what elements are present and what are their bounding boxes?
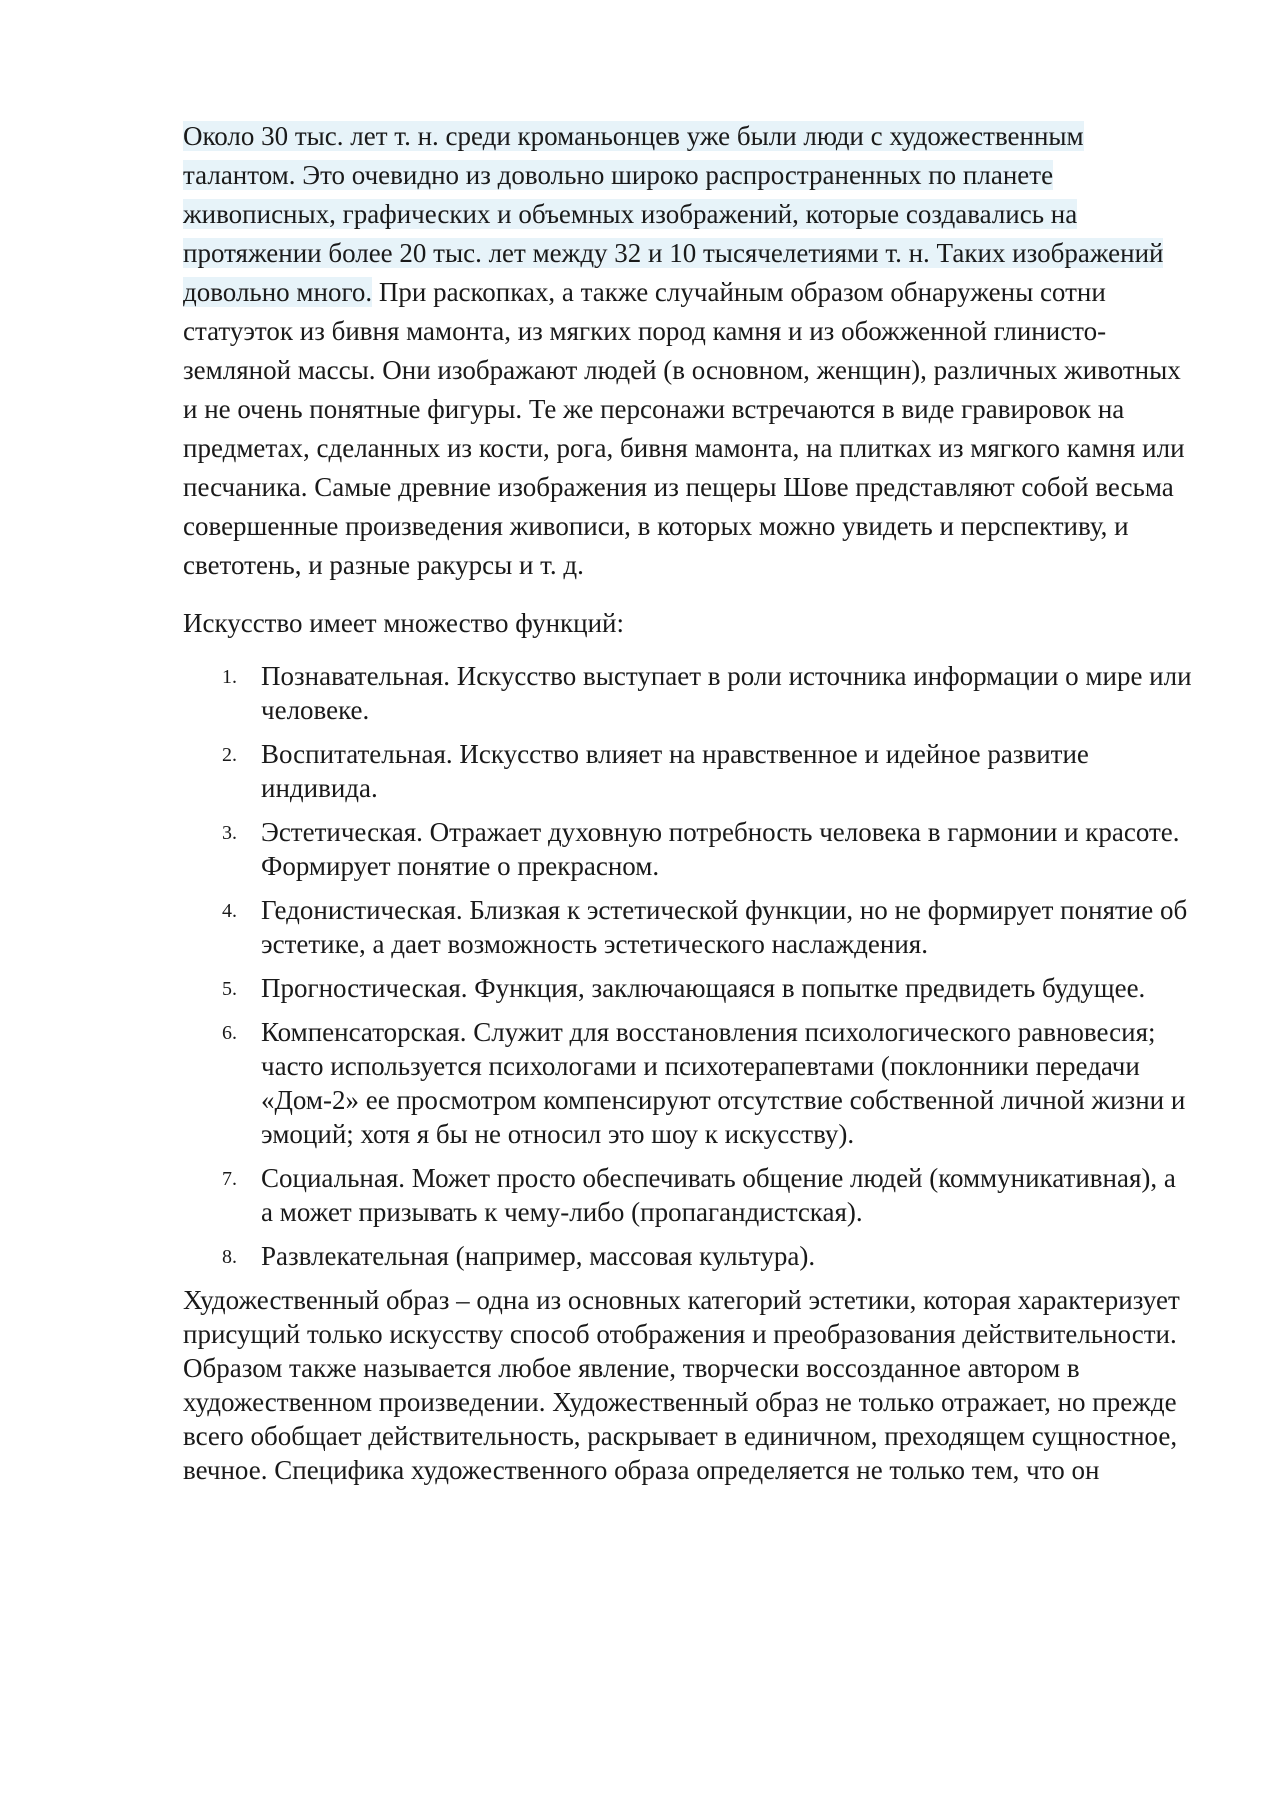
paragraph-text: При раскопках, а также случайным образом обнаружены сотни статуэток из бивня мамонта, из мягких пород камня и из обожженной глинисто-земляной массы. Они изображают людей (в основном, женщин), различных животных и не очень понятные фигуры. Те же персонажи встречаются в виде гравировок на предметах, сделанных из кости, рога, бивня мамонта, на плитках из мягкого камня или песчаника. Самые древние изображения из пещеры Шове представляют собой весьма совершенные произведения живописи, в которых можно увидеть и перспективу, и светотень, и разные ракурсы и т. д. — [183, 277, 1185, 580]
list-item-number: 7. — [222, 1168, 237, 1190]
list-item — [183, 893, 1193, 961]
list-item-text: Эстетическая. Отражает духовную потребность человека в гармонии и красоте. Формирует понятие о прекрасном. — [261, 817, 1180, 881]
list-item — [183, 1239, 1193, 1273]
list-item-text: Воспитательная. Искусство влияет на нравственное и идейное развитие индивида. — [261, 739, 1089, 803]
list-item — [183, 659, 1193, 727]
list-item-text: Развлекательная (например, массовая культура). — [261, 1241, 816, 1271]
list-item-number: 3. — [222, 822, 237, 844]
list-item-text: Компенсаторская. Служит для восстановления психологического равновесия; часто используется психологами и психотерапевтами (поклонники передачи «Дом-2» ее просмотром компенсируют отсутствие собственной личной жизни и эмоций; хотя я бы не относил это шоу к искусству). — [261, 1017, 1186, 1149]
highlighted-text-selection[interactable]: Около 30 тыс. лет т. н. среди кроманьонцев уже были люди с художественным талантом. Это очевидно из довольно широко распространенных по планете живописных, графических и объемных изображений, которые создавались на протяжении более 20 тыс. лет между 32 и 10 тысячелетиями т. н. Таких изображений довольно много. — [183, 121, 1164, 307]
list-item-number: 6. — [222, 1022, 237, 1044]
functions-intro: Искусство имеет множество функций: — [183, 608, 625, 638]
list-item-text: Гедонистическая. Близкая к эстетической функции, но не формирует понятие об эстетике, а дает возможность эстетического наслаждения. — [261, 895, 1188, 959]
list-item-number: 1. — [222, 666, 237, 688]
paragraph-artistic-image: Художественный образ – одна из основных категорий эстетики, которая характеризует присущий только искусству способ отображения и преобразования действительности. Образом также называется любое явление, творчески воссозданное автором в художественном произведении. Художественный образ не только отражает, но прежде всего обобщает действительность, раскрывает в единичном, преходящем сущностное, вечное. Специфика художественного образа определяется не только тем, что он — [183, 1285, 1180, 1485]
paragraph-cro-magnon-art — [183, 117, 1193, 585]
list-item-number: 8. — [222, 1246, 237, 1268]
document-body — [183, 117, 1193, 1487]
list-item — [183, 1161, 1193, 1229]
list-item — [183, 737, 1193, 805]
list-item — [183, 815, 1193, 883]
list-item-text: Познавательная. Искусство выступает в роли источника информации о мире или человеке. — [261, 661, 1192, 725]
list-item-number: 4. — [222, 900, 237, 922]
list-item-number: 5. — [222, 978, 237, 1000]
functions-list — [183, 659, 1193, 1273]
list-item-number: 2. — [222, 744, 237, 766]
list-item-text: Прогностическая. Функция, заключающаяся в попытке предвидеть будущее. — [261, 973, 1146, 1003]
list-item — [183, 971, 1193, 1005]
list-item-text: Социальная. Может просто обеспечивать общение людей (коммуникативная), а а может призывать к чему-либо (пропагандистская). — [261, 1163, 1176, 1227]
list-item — [183, 1015, 1193, 1151]
